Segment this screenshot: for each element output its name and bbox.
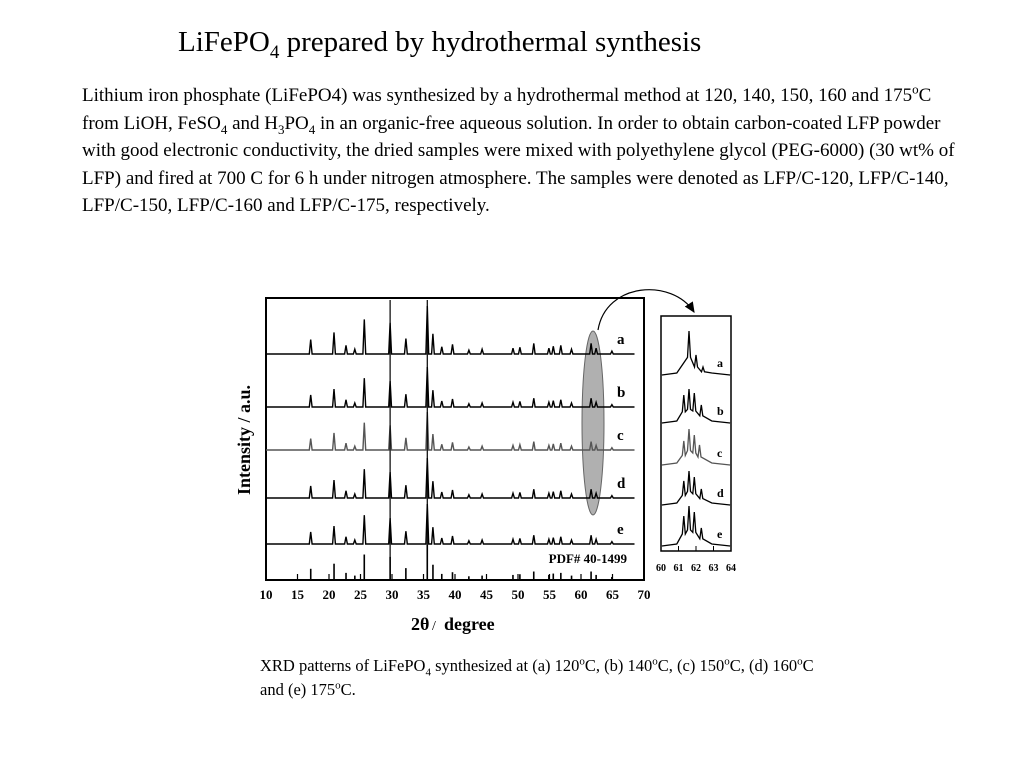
inset-series-label-a: a bbox=[717, 356, 723, 370]
caption-text: C, (c) 150 bbox=[657, 656, 725, 675]
x-tick-label: 10 bbox=[259, 587, 273, 602]
reference-lines bbox=[390, 300, 427, 580]
body-text-4: PO bbox=[284, 112, 309, 134]
inset-series-label-b: b bbox=[717, 404, 724, 418]
x-tick-label: 25 bbox=[354, 587, 367, 602]
main-series-group bbox=[266, 306, 635, 544]
figure-caption bbox=[260, 654, 820, 702]
series-label-b: b bbox=[617, 385, 626, 401]
inset-series-label-d: d bbox=[717, 486, 724, 500]
x-axis-symbol: 2θ bbox=[411, 614, 430, 634]
inset-x-tick-label: 60 bbox=[656, 563, 666, 574]
main-xrd-plot bbox=[234, 298, 651, 634]
callout-arrow bbox=[598, 290, 694, 330]
caption-subscript: 4 bbox=[425, 666, 431, 679]
x-tick-label: 35 bbox=[417, 587, 430, 602]
inset-x-tick-label: 63 bbox=[708, 563, 719, 574]
caption-text: XRD patterns of LiFePO bbox=[260, 656, 426, 675]
degree-superscript: o bbox=[724, 655, 730, 668]
caption-text: C, (b) 140 bbox=[584, 656, 653, 675]
inset-plot-frame bbox=[661, 316, 731, 551]
inset-x-tick-label: 61 bbox=[673, 563, 684, 574]
body-text-1: Lithium iron phosphate (LiFePO4) was synthesized by a hydrothermal method at 120, 140, 150, 160 and 175 bbox=[82, 85, 913, 106]
inset-xrd-plot bbox=[656, 316, 736, 574]
x-tick-label: 20 bbox=[322, 587, 336, 602]
series-c-line bbox=[266, 412, 635, 450]
caption-text: C and (e) 175 bbox=[260, 656, 814, 699]
x-tick-label: 40 bbox=[448, 587, 462, 602]
x-tick-label: 55 bbox=[543, 587, 556, 602]
title-text: LiFePO bbox=[178, 26, 270, 58]
x-tick-label: 70 bbox=[637, 587, 651, 602]
inset-x-tick-label: 64 bbox=[726, 563, 736, 574]
x-tick-label: 15 bbox=[291, 587, 304, 602]
title-subscript: 4 bbox=[269, 41, 280, 63]
subscript: 4 bbox=[220, 121, 228, 137]
series-a-line bbox=[266, 306, 635, 354]
y-axis-label: Intensity / a.u. bbox=[234, 384, 254, 496]
series-d-line bbox=[266, 458, 635, 498]
x-tick-label: 45 bbox=[480, 587, 493, 602]
x-tick-label: 65 bbox=[606, 587, 619, 602]
inset-series-label-c: c bbox=[717, 446, 723, 460]
x-tick-label: 60 bbox=[574, 587, 588, 602]
caption-text: C, (d) 160 bbox=[729, 656, 798, 675]
series-e-line bbox=[266, 504, 635, 544]
degree-superscript: o bbox=[652, 655, 658, 668]
inset-series-label-e: e bbox=[717, 527, 723, 541]
series-labels bbox=[617, 332, 626, 538]
caption-text: C. bbox=[340, 680, 356, 699]
inset-x-axis-ticks bbox=[656, 546, 736, 574]
degree-superscript: o bbox=[797, 655, 803, 668]
x-axis-unit: degree bbox=[444, 614, 495, 634]
x-axis-separator: / bbox=[432, 619, 436, 634]
series-label-c: c bbox=[617, 428, 624, 444]
subscript: 3 bbox=[277, 121, 285, 137]
x-tick-label: 50 bbox=[511, 587, 525, 602]
degree-superscript: o bbox=[912, 81, 919, 97]
series-b-line bbox=[266, 367, 635, 407]
series-label-e: e bbox=[617, 522, 624, 538]
subscript: 4 bbox=[308, 121, 316, 137]
series-label-a: a bbox=[617, 332, 625, 348]
highlight-ellipse bbox=[582, 331, 604, 515]
title-text-rest: prepared by hydrothermal synthesis bbox=[279, 26, 702, 58]
body-text-2: C from LiOH, FeSO bbox=[82, 85, 932, 134]
x-tick-label: 30 bbox=[385, 587, 399, 602]
degree-superscript: o bbox=[579, 655, 585, 668]
inset-x-tick-label: 62 bbox=[691, 563, 701, 574]
series-label-d: d bbox=[617, 476, 626, 492]
body-text-5: in an organic-free aqueous solution. In order to obtain carbon-coated LFP powder with good electronic conductivity, the dried samples were mixed with polyethylene glycol (PEG-6000) (30 wt% of LFP) and fired at 700 C for 6 h under nitrogen atmosphere. The samples were denoted as LFP/C-120, LFP/C-140, LFP/C-150, LFP/C-160 and LFP/C-175, respectively. bbox=[82, 112, 955, 216]
degree-superscript: o bbox=[335, 679, 341, 692]
reference-label: PDF# 40-1499 bbox=[548, 551, 627, 566]
inset-series-labels bbox=[717, 356, 724, 541]
body-text-3: and H bbox=[227, 112, 278, 134]
caption-text: synthesized at (a) 120 bbox=[430, 656, 580, 675]
